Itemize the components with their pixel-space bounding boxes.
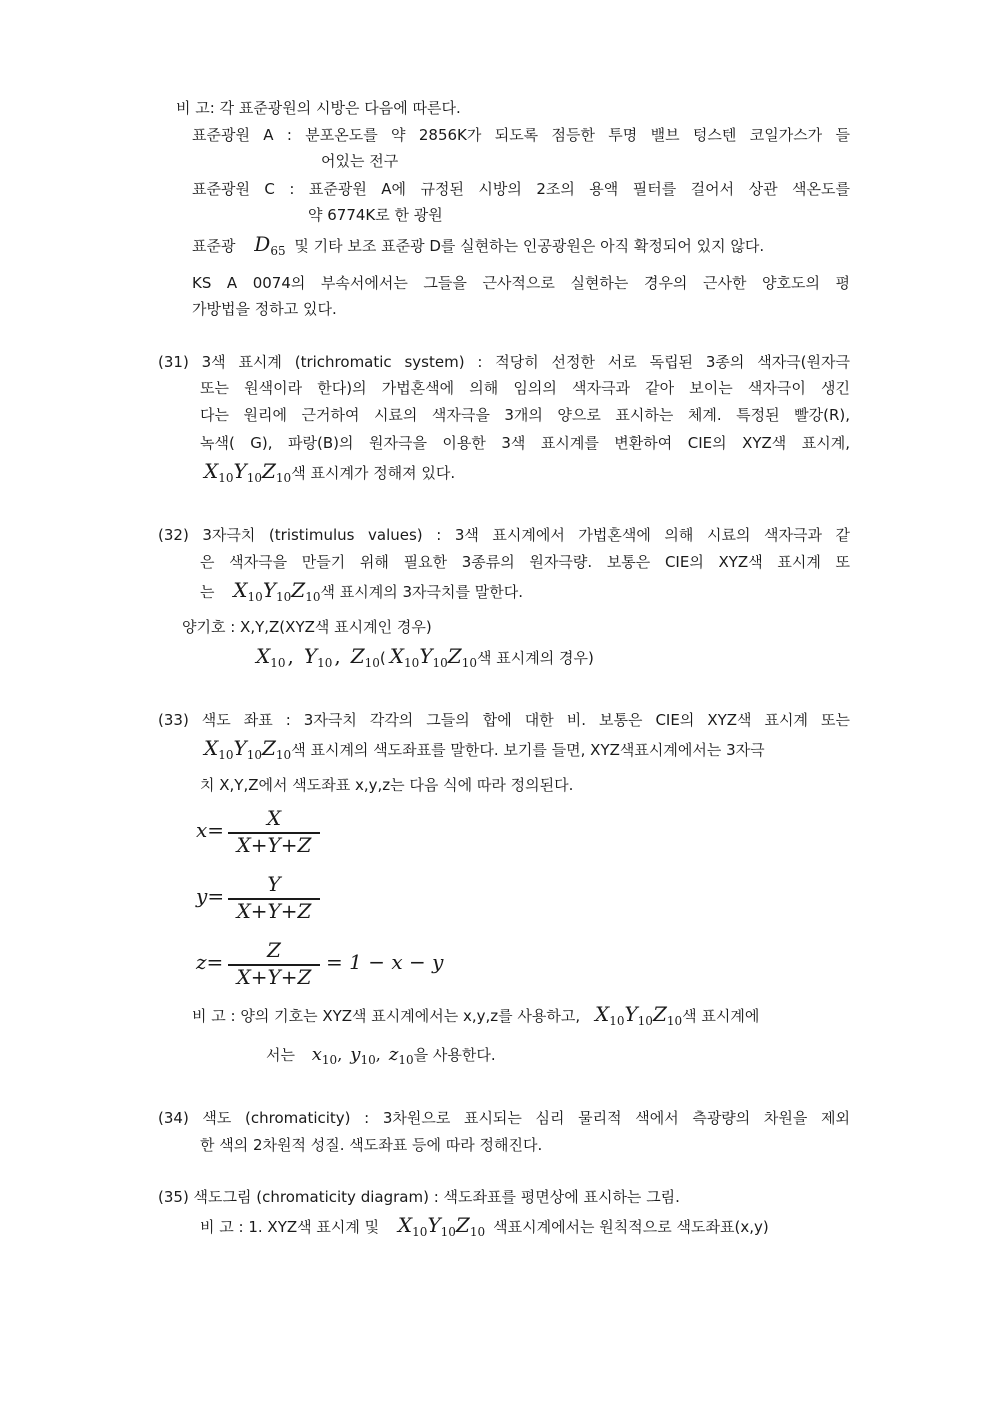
ks-line2: 가방법을 정하고 있다. xyxy=(192,300,337,318)
sub-10: 10 xyxy=(270,656,286,670)
x10-symbol xyxy=(256,644,286,668)
sub-10: 10 xyxy=(276,590,292,604)
item32-line3-prefix: 는 xyxy=(200,583,215,601)
illuminant-a-line2: 어있는 전구 xyxy=(321,152,399,170)
xyz10-symbol xyxy=(233,578,320,602)
xyz10-symbol xyxy=(204,459,291,483)
xyz10-symbol xyxy=(595,1002,682,1026)
d-letter: D xyxy=(254,232,271,256)
sym-x: X xyxy=(594,1002,610,1026)
eq-sign: = xyxy=(207,884,225,908)
sym-z: Z xyxy=(652,1002,667,1026)
item32-line1: (32) 3자극치 (tristimulus values) : 3색 표시계에서 가법혼색에 의해 시료의 색자극과 같 xyxy=(158,526,850,544)
sym-z: Z xyxy=(455,1213,470,1237)
sub-10: 10 xyxy=(246,748,263,762)
item32-line3 xyxy=(200,580,523,607)
d-subscript: 65 xyxy=(270,244,286,258)
y10-small-symbol xyxy=(350,1044,375,1065)
sym-z: Z xyxy=(262,459,276,483)
sub-10: 10 xyxy=(398,1053,414,1067)
note-title: 비 고: 각 표준광원의 시방은 다음에 따른다. xyxy=(176,99,461,117)
item35-note-suffix: 색표시계에서는 원칙적으로 색도좌표(x,y) xyxy=(493,1218,769,1236)
xyz10-symbol xyxy=(390,644,477,668)
eq-x-numerator: X xyxy=(266,806,282,830)
equation-x xyxy=(196,806,336,858)
item33-line3: 치 X,Y,Z에서 색도좌표 x,y,z는 다음 식에 따라 정의된다. xyxy=(200,776,574,794)
eq-y-denominator: X+Y+Z xyxy=(236,899,312,923)
item35-line1: (35) 색도그림 (chromaticity diagram) : 색도좌표를 평면상에 표시하는 그림. xyxy=(158,1188,680,1206)
note-line2-prefix: 서는 xyxy=(266,1046,295,1064)
item31-line5-text: 색 표시계가 정해져 있다. xyxy=(291,464,456,482)
sub-10: 10 xyxy=(360,1053,376,1067)
xyz10-symbol xyxy=(398,1213,485,1237)
symbol-line2-suffix: 색 표시계의 경우) xyxy=(476,649,594,667)
sym-x: X xyxy=(204,736,219,760)
sym-x: X xyxy=(256,644,271,668)
sub-10: 10 xyxy=(609,1014,625,1028)
sub-10: 10 xyxy=(275,748,292,762)
eq-z-numerator: Z xyxy=(267,938,281,962)
sym-y: Y xyxy=(303,644,318,668)
sym-x: X xyxy=(389,644,405,668)
item33-note-line1 xyxy=(192,1004,850,1031)
sym-z: Z xyxy=(350,644,365,668)
comma: , xyxy=(375,1045,381,1064)
sym-z-lower: z xyxy=(388,1044,399,1065)
sub-10: 10 xyxy=(247,590,263,604)
illuminant-d-line xyxy=(192,234,850,261)
z10-small-symbol xyxy=(389,1044,414,1065)
sym-z: Z xyxy=(447,644,462,668)
note-line2-suffix: 을 사용한다. xyxy=(413,1046,496,1064)
sub-10: 10 xyxy=(404,656,420,670)
d65-symbol xyxy=(254,232,285,256)
sym-z: Z xyxy=(262,736,276,760)
sub-10: 10 xyxy=(305,590,321,604)
symbol-line2 xyxy=(256,646,594,673)
symbol-line: 양기호 : X,Y,Z(XYZ색 표시계인 경우) xyxy=(182,618,432,636)
illuminant-d-suffix: 및 기타 보조 표준광 D를 실현하는 인공광원은 아직 확정되어 있지 않다. xyxy=(294,237,765,255)
item32-line3-suffix: 색 표시계의 3자극치를 말한다. xyxy=(320,583,523,601)
item34-line2: 한 색의 2차원적 성질. 색도좌표 등에 따라 정해진다. xyxy=(200,1136,543,1154)
eq-x-denominator: X+Y+Z xyxy=(236,833,312,857)
sym-y: Y xyxy=(233,736,247,760)
z10-symbol xyxy=(351,644,380,668)
eq-var: y xyxy=(196,884,208,908)
sub-10: 10 xyxy=(317,656,333,670)
paren-open: ( xyxy=(379,649,386,667)
sub-10: 10 xyxy=(440,1225,456,1239)
eq-y-numerator: Y xyxy=(267,872,281,896)
sym-y: Y xyxy=(262,578,277,602)
sub-10: 10 xyxy=(469,1225,486,1239)
sub-10: 10 xyxy=(637,1014,653,1028)
item33-line1: (33) 색도 좌표 : 3자극치 각각의 그들의 합에 대한 비. 보통은 CIE의 XYZ색 표시계 또는 xyxy=(158,711,850,729)
sub-10: 10 xyxy=(218,748,234,762)
sym-y: Y xyxy=(624,1002,638,1026)
sym-y: Y xyxy=(233,459,247,483)
eq-sign: = xyxy=(206,950,224,974)
item34-line1: (34) 색도 (chromaticity) : 3차원으로 표시되는 심리 물리적 색에서 측광량의 차원을 제외 xyxy=(158,1109,850,1127)
item35-note-prefix: 비 고 : 1. XYZ색 표시계 및 xyxy=(200,1218,380,1236)
eq-z-lhs xyxy=(196,950,223,974)
eq-sign: = xyxy=(207,818,225,842)
item31-line4: 녹색( G), 파랑(B)의 원자극을 이용한 3색 표시계를 변환하여 CIE의 XYZ색 표시계, xyxy=(200,434,850,452)
item33-note-line2 xyxy=(266,1045,496,1070)
sub-10: 10 xyxy=(666,1014,683,1028)
equation-y xyxy=(196,872,336,924)
note-line1-suffix: 색 표시계에 xyxy=(682,1007,760,1025)
sub-10: 10 xyxy=(412,1225,428,1239)
eq-var: z xyxy=(196,950,207,974)
note-line1-prefix: 비 고 : 양의 기호는 XYZ색 표시계에서는 x,y,z를 사용하고, xyxy=(192,1007,581,1025)
sym-x: X xyxy=(397,1213,413,1237)
illuminant-a-line1: 표준광원 A : 분포온도를 약 2856K가 되도록 점등한 투명 밸브 텅스텐 코일가스가 들 xyxy=(192,126,850,144)
comma: , xyxy=(334,644,341,668)
sub-10: 10 xyxy=(321,1053,338,1067)
comma: , xyxy=(337,1045,343,1064)
eq-x-lhs xyxy=(196,818,224,842)
sym-x: X xyxy=(204,459,219,483)
item31-line2: 또는 원색이라 한다)의 가법혼색에 의해 임의의 색자극과 같아 보이는 색자극이 생긴 xyxy=(200,379,850,397)
eq-var: x xyxy=(196,818,208,842)
sym-z: Z xyxy=(291,578,306,602)
sym-x-lower: x xyxy=(311,1044,322,1065)
sym-y-lower: y xyxy=(350,1044,361,1065)
item35-note xyxy=(200,1215,850,1242)
item31-line1: (31) 3색 표시계 (trichromatic system) : 적당히 선정한 서로 독립된 3종의 색자극(원자극 xyxy=(158,353,850,371)
item33-line2 xyxy=(204,738,850,765)
eq-z-denominator: X+Y+Z xyxy=(236,965,312,989)
xyz10-symbol xyxy=(204,736,291,760)
item31-line3: 다는 원리에 근거하여 시료의 색자극을 3개의 양으로 표시하는 체계. 특정된 빨강(R), xyxy=(200,406,850,424)
eq-y-lhs xyxy=(196,884,224,908)
x10-small-symbol xyxy=(312,1044,337,1065)
sym-y: Y xyxy=(427,1213,441,1237)
equation-z xyxy=(196,938,444,990)
sub-10: 10 xyxy=(246,471,263,485)
illuminant-c-line1: 표준광원 C : 표준광원 A에 규정된 시방의 2조의 용액 필터를 걸어서 상관 색온도를 xyxy=(192,180,850,198)
ks-line1: KS A 0074의 부속서에서는 그들을 근사적으로 실현하는 경우의 근사한 양호도의 평 xyxy=(192,274,850,292)
sub-10: 10 xyxy=(364,656,380,670)
sub-10: 10 xyxy=(432,656,448,670)
comma: , xyxy=(287,644,294,668)
item31-line5 xyxy=(204,461,455,488)
sub-10: 10 xyxy=(218,471,234,485)
illuminant-d-prefix: 표준광 xyxy=(192,237,236,255)
item32-line2: 은 색자극을 만들기 위해 필요한 3종류의 원자극량. 보통은 CIE의 XYZ색 표시계 또 xyxy=(200,553,850,571)
sym-y: Y xyxy=(419,644,433,668)
sub-10: 10 xyxy=(461,656,477,670)
illuminant-c-line2: 약 6774K로 한 광원 xyxy=(308,206,443,224)
eq-z-rhs: = 1 − x − y xyxy=(326,950,444,974)
y10-symbol xyxy=(304,644,332,668)
item33-line2-suffix: 색 표시계의 색도좌표를 말한다. 보기를 들면, XYZ색표시계에서는 3자극 xyxy=(291,741,765,759)
sym-x: X xyxy=(233,578,248,602)
sub-10: 10 xyxy=(275,471,292,485)
